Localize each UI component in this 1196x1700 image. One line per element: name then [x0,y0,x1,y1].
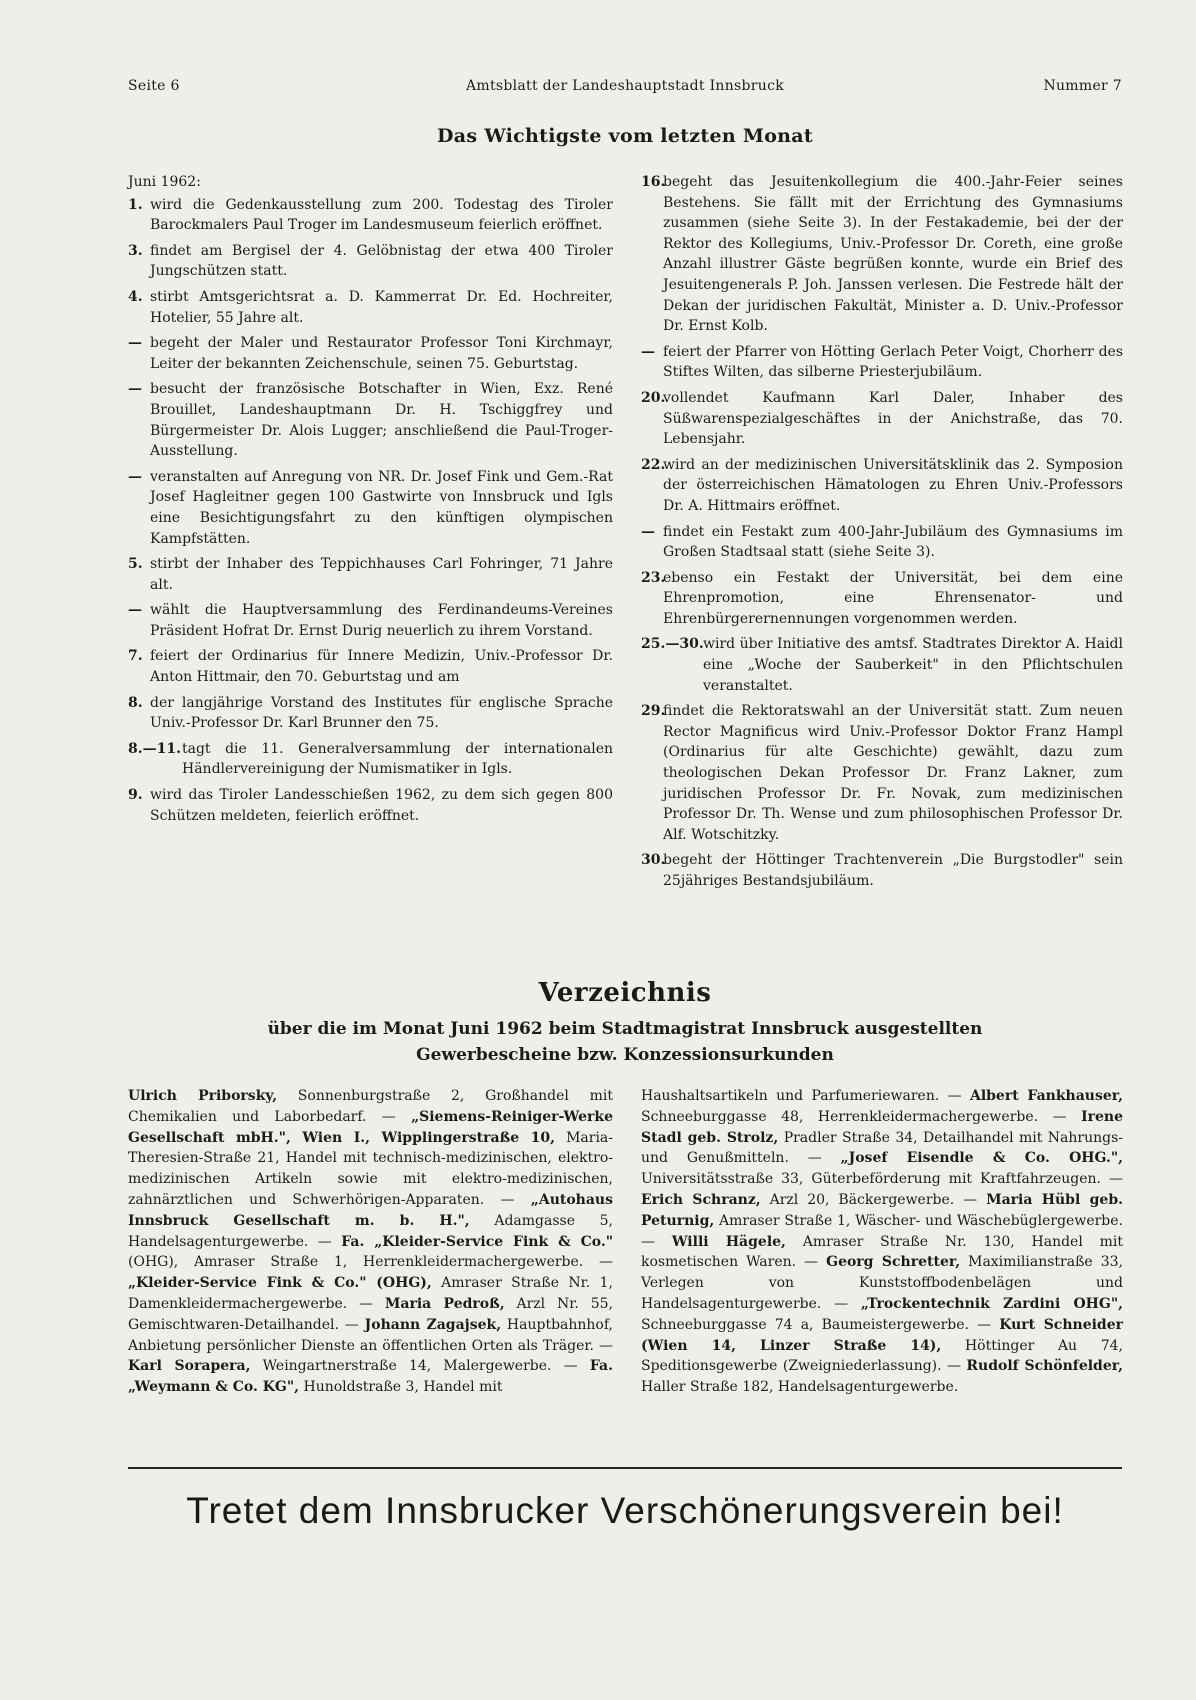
licensee-name: Irene Stadl geb. Strolz, [641,1108,1123,1146]
entry-day: 16. [641,174,666,190]
licensee-name: „Autohaus Innsbruck Gesellschaft m. b. H.", [128,1191,613,1229]
entry-day: 25.—30. [641,636,704,653]
entry-text: findet am Bergisel der 4. Gelöbnistag der etwa 400 Tiroler Jungschützen statt. [150,242,613,280]
register-subtitle [128,1016,1122,1068]
chronicle-entry [128,287,613,328]
entry-text: wird an der medizinischen Universitätsklinik das 2. Symposion der österreichischen Hämatologen zu Ehren Univ.-Professors Dr. A. Hittmairs eröffnet. [663,456,1123,514]
chronicle-entry [641,568,1123,630]
chronicle-entry [128,739,613,780]
license-detail: (OHG), Amraser Straße 1, Herrenkleidermachergewerbe. — [128,1254,613,1271]
licensee-name: Willi Hägele, [671,1233,786,1250]
chronicle-entry [641,522,1123,563]
chronicle-entry [641,342,1123,383]
licensee-name: Fa. „Weymann & Co. KG", [128,1358,613,1396]
entry-day: — [641,523,655,540]
entry-text: findet die Rektoratswahl an der Universität statt. Zum neuen Rector Magnificus wird Univ.-Professor Doktor Franz Hampl (Ordinarius für alte Geschichte) gewählt, dazu zum theologischen Dekan Professor Dr. Franz Lakner, zum juridischen Professor Dr. Fr. Novak, zum medizinischen Professor Dr. Th. Wense und zum philosophischen Professor Dr. Alf. Wotschitzky. [663,703,1123,843]
licensee-name: „Josef Eisendle & Co. OHG.", [840,1150,1123,1167]
licensee-name: Maria Pedroß, [384,1295,505,1312]
entry-day: — [128,468,142,485]
license-detail: Amraser Straße 1, Wäscher- und Wäschebüglergewerbe. — [641,1212,1123,1250]
entry-day: 30. [641,852,666,869]
license-detail: Arzl Nr. 55, Gemischtwaren-Detailhandel. — [128,1295,614,1333]
chronicle-entry [641,701,1123,845]
entry-text: besucht der französische Botschafter in Wien, Exz. René Brouillet, Landeshauptmann Dr. H. Tschiggfrey und Bürgermeister Dr. Alois Lugger; anschließend die Paul-Troger-Ausstellung. [150,381,613,460]
page-header [128,78,1122,102]
chronicle-right-column [641,172,1123,897]
license-detail: Schneeburggasse 48, Herrenkleidermachergewerbe. — [641,1108,1082,1125]
entry-text: begeht das Jesuitenkollegium die 400.-Jahr-Feier seines Bestehens. Sie fällt mit der Errichtung des Gymnasiums zusammen (siehe Seite 3). In der Festakademie, bei der der Rektor des Kollegiums, Univ.-Professor Dr. Coreth, eine große Anzahl illustrer Gäste begrüßen konnte, wurde ein Brief des Jesuitengenerals P. Joh. Janssen verlesen. Die Festrede hält der Dekan der juridischen Fakultät, Minister a. D. Univ.-Professor Dr. Ernst Kolb. [663,174,1123,335]
entry-day: 1. [128,196,143,213]
license-detail: Amraser Straße Nr. 130, Handel mit kosmetischen Waren. — [641,1233,1124,1271]
issue-number: Nummer 7 [1043,78,1122,94]
licensee-name: Karl Sorapera, [128,1358,251,1375]
register-title: Verzeichnis [538,978,712,1008]
entry-text: wird das Tiroler Landesschießen 1962, zu dem sich gegen 800 Schützen meldeten, feierlich eröffnet. [150,787,613,824]
chronicle-left-entries [128,195,613,827]
register-right-column [641,1086,1123,1398]
entry-day: 23. [641,569,666,586]
licensee-name: Georg Schretter, [826,1254,961,1271]
licensee-name: Ulrich Priborsky, [128,1088,278,1104]
register-left-column [128,1086,613,1398]
entry-day: — [128,335,142,352]
licensee-name: Rudolf Schönfelder, [966,1358,1123,1375]
page-number: Seite 6 [128,78,180,94]
license-detail: Adamgasse 5, Handelsagenturgewerbe. — [128,1212,613,1250]
entry-text: vollendet Kaufmann Karl Daler, Inhaber des Süßwarenspezialgeschäftes in der Anichstraße, das 70. Lebensjahr. [663,389,1123,448]
chronicle-entry [128,195,613,236]
entry-day: 5. [128,556,143,573]
publication-title: Amtsblatt der Landeshauptstadt Innsbruck [465,78,785,94]
licensee-name: „Siemens-Reiniger-Werke Gesellschaft mbH.", Wien I., Wipplingerstraße 10, [128,1108,613,1146]
chronicle-entry [128,554,613,595]
license-detail: Haushaltsartikeln und Parfumeriewaren. — [641,1088,970,1104]
licensee-name: „Trockentechnik Zardini OHG", [860,1295,1123,1312]
entry-day: 8. [128,694,143,711]
entry-day: 7. [128,648,143,665]
entry-text: wählt die Hauptversammlung des Ferdinandeums-Vereines Präsident Hofrat Dr. Ernst Durig neuerlich zu ihrem Vorstand. [150,602,613,639]
license-detail: Weingartnerstraße 14, Malergewerbe. — [250,1358,590,1375]
register-subtitle-line-1: über die im Monat Juni 1962 beim Stadtmagistrat Innsbruck ausgestellten [267,1019,983,1039]
entry-day: 20. [641,389,666,406]
entry-text: findet ein Festakt zum 400-Jahr-Jubiläum des Gymnasiums im Großen Stadtsaal statt (siehe Seite 3). [663,523,1123,561]
chronicle-entry [128,467,613,549]
entry-day: 9. [128,787,143,804]
section-title: Das Wichtigste vom letzten Monat [437,125,813,147]
license-detail: Arzl 20, Bäckergewerbe. — [760,1191,987,1208]
chronicle-entry [128,600,613,641]
chronicle-entry [641,634,1123,696]
chronicle-right-entries [641,172,1123,892]
entry-day: — [128,381,142,398]
chronicle-entry [128,333,613,374]
licensee-name: Albert Fankhauser, [969,1088,1123,1104]
licensee-name: Fa. „Kleider-Service Fink & Co." [341,1233,613,1250]
entry-day: 4. [128,288,143,305]
entry-text: begeht der Höttinger Trachtenverein „Die Burgstodler" sein 25jähriges Bestandsjubiläum. [663,852,1123,889]
license-detail: Maximilianstraße 33, Verlegen von Kunststoffbodenbelägen und Handelsagenturgewerbe. — [641,1254,1123,1312]
chronicle-entry [128,646,613,687]
license-detail: Sonnenburgstraße 2, Großhandel mit Chemikalien und Laborbedarf. — [128,1088,613,1125]
chronicle-entry [128,693,613,734]
licensee-name: Maria Hübl geb. Peturnig, [641,1191,1123,1229]
license-detail: Schneeburggasse 74 a, Baumeistergewerbe. — [641,1316,1000,1333]
license-detail: Hunoldstraße 3, Handel mit [299,1379,503,1396]
entry-day: — [641,343,655,360]
register-subtitle-line-2: Gewerbescheine bzw. Konzessionsurkunden [416,1045,834,1065]
entry-text: veranstalten auf Anregung von NR. Dr. Josef Fink und Gem.-Rat Josef Hagleitner gegen 100 Gastwirte von Innsbruck und Igls eine Besichtigungsfahrt zu den künftigen olympischen Kampfstätten. [150,468,613,547]
chronicle-entry [641,850,1123,891]
entry-text: stirbt der Inhaber des Teppichhauses Carl Fohringer, 71 Jahre alt. [150,556,613,593]
entry-text: stirbt Amtsgerichtsrat a. D. Kammerrat Dr. Ed. Hochreiter, Hotelier, 55 Jahre alt. [150,288,613,326]
entry-day: 8.—11. [128,740,181,757]
entry-day: 22. [641,456,666,473]
license-detail: Haller Straße 182, Handelsagenturgewerbe. [641,1379,959,1396]
entry-text: begeht der Maler und Restaurator Professor Toni Kirchmayr, Leiter der bekannten Zeichenschule, seinen 75. Geburtstag. [150,335,613,372]
entry-text: tagt die 11. Generalversammlung der internationalen Händlervereinigung der Numismatiker in Igls. [182,740,613,778]
license-detail: Amraser Straße Nr. 1, Damenkleidermachergewerbe. — [128,1275,613,1312]
license-detail: Höttinger Au 74, Speditionsgewerbe (Zweigniederlassung). — [641,1337,1123,1375]
divider-rule [128,1467,1122,1469]
entry-text: feiert der Ordinarius für Innere Medizin, Univ.-Professor Dr. Anton Hittmair, den 70. Geburtstag und am [150,648,613,686]
licensee-name: Kurt Schneider (Wien 14, Linzer Straße 14), [641,1316,1123,1354]
licensee-name: Johann Zagajsek, [364,1316,502,1333]
license-detail: Pradler Straße 34, Detailhandel mit Nahrungs- und Genußmitteln. — [641,1129,1124,1167]
entry-text: wird die Gedenkausstellung zum 200. Todestag des Tiroler Barockmalers Paul Troger im Landesmuseum feierlich eröffnet. [150,196,613,234]
entry-text: ebenso ein Festakt der Universität, bei dem eine Ehrenpromotion, eine Ehrensenator- und Ehrenbürgerernennungen vorgenommen werden. [663,569,1123,627]
chronicle-entry [641,172,1123,337]
license-detail: Universitätsstraße 33, Güterbeförderung mit Kraftfahrzeugen. — [641,1171,1123,1188]
chronicle-entry [128,379,613,461]
license-detail: Maria-Theresien-Straße 21, Handel mit technisch-medizinischen, elektro-medizinischen Artikeln sowie mit elektro-medizinischen, zahnärztlichen und Schwerhörigen-Apparaten. — [128,1129,613,1208]
entry-day: 29. [641,703,666,720]
chronicle-entry [641,388,1123,450]
chronicle-left-column [128,172,613,831]
entry-day: — [128,602,142,619]
chronicle-entry [641,455,1123,517]
entry-text: feiert der Pfarrer von Hötting Gerlach Peter Voigt, Chorherr des Stiftes Wilten, das silberne Priesterjubiläum. [663,343,1123,381]
chronicle-entry [128,785,613,826]
licensee-name: „Kleider-Service Fink & Co." (OHG), [128,1275,432,1292]
entry-text: der langjährige Vorstand des Institutes für englische Sprache Univ.-Professor Dr. Karl Brunner den 75. [150,694,613,732]
licensee-name: Erich Schranz, [641,1191,761,1208]
slogan-banner: Tretet dem Innsbrucker Verschönerungsverein bei! [186,1490,1064,1531]
entry-day: 3. [128,242,143,259]
chronicle-entry [128,241,613,282]
month-label: Juni 1962: [128,174,201,190]
entry-text: wird über Initiative des amtsf. Stadtrates Direktor A. Haidl eine „Woche der Sauberkeit" in den Pflichtschulen veranstaltet. [703,636,1123,694]
license-detail: Hauptbahnhof, Anbietung persönlicher Dienste an öffentlichen Orten als Träger. — [128,1316,613,1354]
